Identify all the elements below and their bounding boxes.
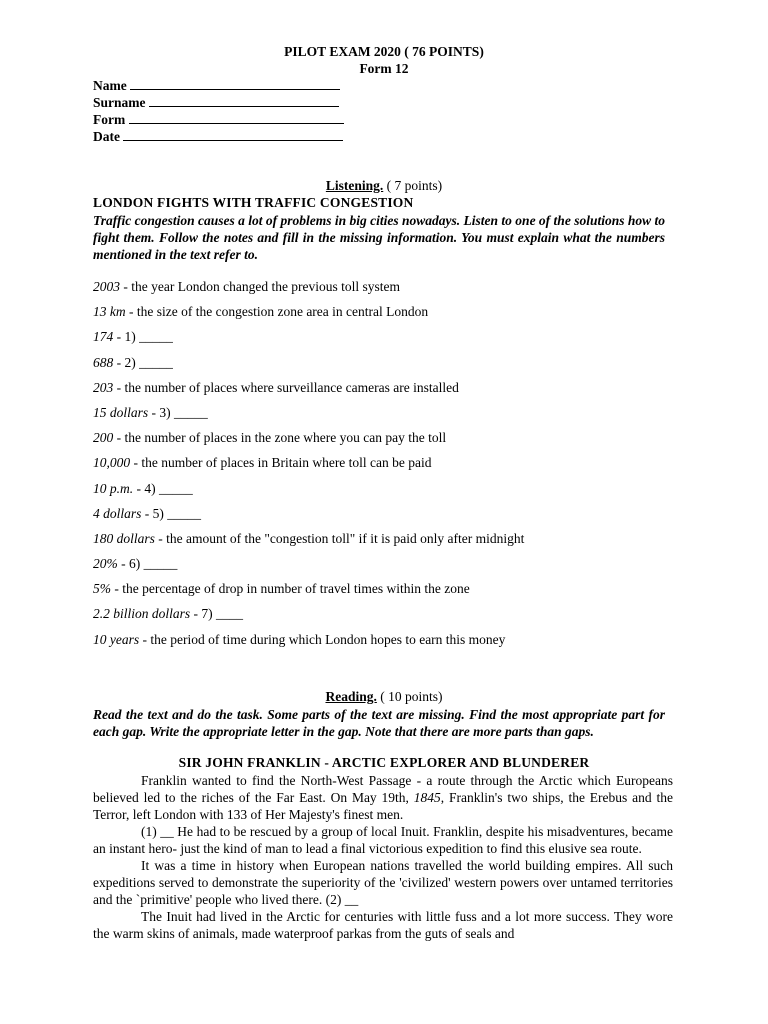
date-label: Date <box>93 129 120 144</box>
form-field[interactable] <box>93 111 344 128</box>
list-item: 5% - the percentage of drop in number of travel times within the zone <box>93 581 470 597</box>
form-number: Form 12 <box>359 61 409 76</box>
reading-heading <box>0 689 768 705</box>
article-paragraph: It was a time in history when European nations travelled the world building empires. All such expeditions served to demonstrate the superiority of the 'civilized' western powers over untamed territories and the `primitive' people who lived there. (2) __ <box>93 858 673 907</box>
list-item: 10 years - the period of time during which London hopes to earn this money <box>93 631 506 647</box>
listening-label: Listening. <box>325 178 384 193</box>
list-item: 174 - 1) _____ <box>93 329 173 345</box>
form-label: Form <box>93 112 126 127</box>
listening-heading <box>0 178 768 194</box>
list-item: 2.2 billion dollars - 7) ____ <box>93 606 244 622</box>
form-line <box>129 111 344 124</box>
list-item: 10,000 - the number of places in Britain where toll can be paid <box>93 455 432 471</box>
reading-instructions: Read the text and do the task. Some parts of the text are missing. Find the most appropriate part for each gap. Write the appropriate letter in the gap. Note that there are more parts than gaps. <box>93 707 665 739</box>
list-item: 10 p.m. - 4) _____ <box>93 480 193 496</box>
list-item: 180 dollars - the amount of the "congestion toll" if it is paid only after midnight <box>93 530 525 546</box>
listening-items <box>93 276 524 654</box>
listening-topic: LONDON FIGHTS WITH TRAFFIC CONGESTION <box>93 195 414 210</box>
date-line <box>123 128 343 141</box>
list-item: 13 km - the size of the congestion zone area in central London <box>93 304 429 320</box>
list-item: 20% - 6) _____ <box>93 556 178 572</box>
list-item: 15 dollars - 3) _____ <box>93 404 208 420</box>
reading-points: ( 10 points) <box>376 689 443 704</box>
listening-instructions: Traffic congestion causes a lot of problems in big cities nowadays. Listen to one of the solutions how to fight them. Follow the notes and fill in the missing information. You must explain what the numbers mentioned in the text refer to. <box>93 213 665 262</box>
exam-title: PILOT EXAM 2020 ( 76 POINTS) <box>284 44 484 59</box>
list-item: 4 dollars - 5) _____ <box>93 505 202 521</box>
article-paragraph: The Inuit had lived in the Arctic for centuries with little fuss and a lot more success. They wore the warm skins of animals, made waterproof parkas from the guts of seals and <box>93 909 673 941</box>
surname-label: Surname <box>93 95 146 110</box>
list-item: 200 - the number of places in the zone where you can pay the toll <box>93 430 447 446</box>
article-body <box>93 772 673 942</box>
surname-line <box>149 94 339 107</box>
listening-points: ( 7 points) <box>383 178 443 193</box>
article-paragraph: (1) __ He had to be rescued by a group of local Inuit. Franklin, despite his misadventures, became an instant hero- just the kind of man to lead a final victorious expedition to find this elusive sea route. <box>93 824 673 856</box>
list-item: 688 - 2) _____ <box>93 354 173 370</box>
article-paragraph: Franklin wanted to find the North-West Passage - a route through the Arctic which Europeans believed led to the riches of the Far East. On May 19th, 1845, Franklin's two ships, the Erebus and the Terror, left London with 133 of Her Majesty's finest men. <box>93 773 674 822</box>
reading-label: Reading. <box>325 689 377 704</box>
name-field[interactable] <box>93 77 344 94</box>
name-label: Name <box>93 78 127 93</box>
list-item: 2003 - the year London changed the previous toll system <box>93 279 401 294</box>
surname-field[interactable] <box>93 94 344 111</box>
name-line <box>130 77 340 90</box>
list-item: 203 - the number of places where surveillance cameras are installed <box>93 379 459 395</box>
article-title: SIR JOHN FRANKLIN - ARCTIC EXPLORER AND BLUNDERER <box>178 755 590 770</box>
date-field[interactable] <box>93 128 344 145</box>
student-fields <box>93 77 344 145</box>
